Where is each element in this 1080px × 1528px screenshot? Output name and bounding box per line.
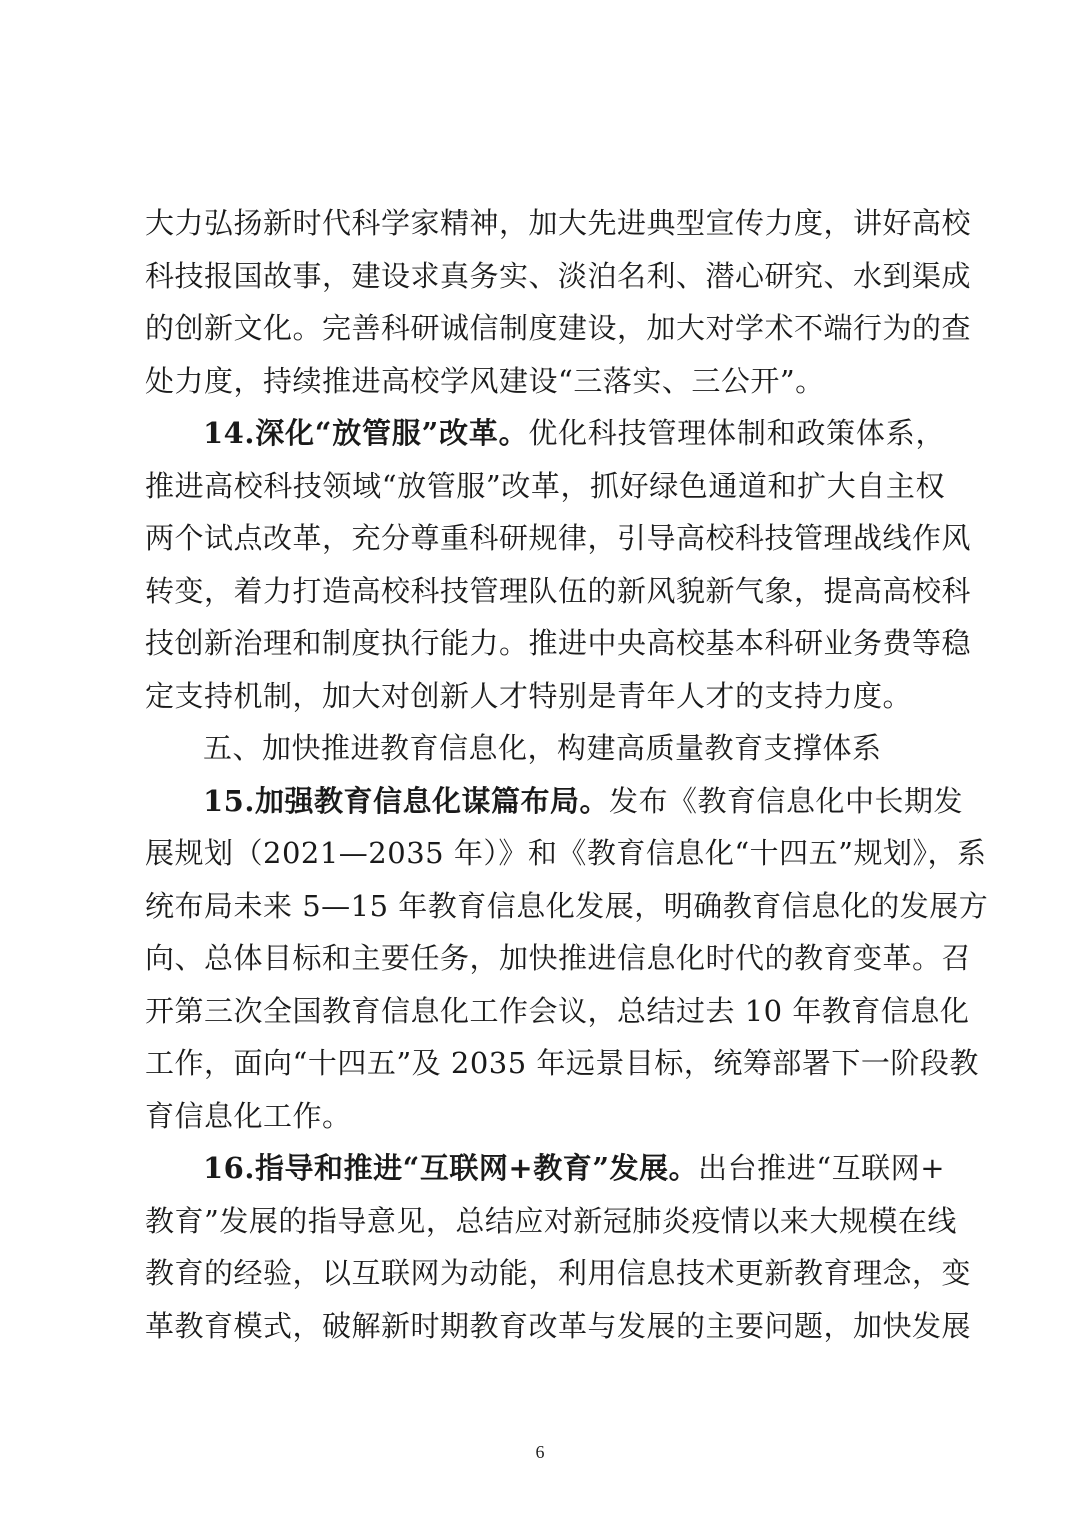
section-15-line-7 xyxy=(145,1090,945,1143)
section-14-line-4 xyxy=(145,565,972,618)
section-15-line-4 xyxy=(145,932,972,985)
section-16-title: 16.指导和推进“互联网+教育”发展。 xyxy=(203,1151,699,1185)
section-15-line-6 xyxy=(145,1037,979,1090)
line-text: 开第三次全国教育信息化工作会议，总结过去 10 年教育信息化 xyxy=(145,993,970,1028)
line-text: 统布局未来 5—15 年教育信息化发展，明确教育信息化的发展方 xyxy=(145,888,989,923)
line-text: 出台推进“互联网+ xyxy=(698,1151,945,1185)
section-15-line-5 xyxy=(145,985,970,1038)
line-text: 工作，面向“十四五”及 2035 年远景目标，统筹部署下一阶段教 xyxy=(145,1046,979,1080)
section-16-line-4 xyxy=(145,1300,972,1353)
line-text: 定支持机制，加大对创新人才特别是青年人才的支持力度。 xyxy=(145,678,913,713)
section-14-line-6 xyxy=(145,670,945,723)
section-16-line-2 xyxy=(145,1195,957,1248)
section-15-line-2 xyxy=(145,827,987,880)
body-text xyxy=(145,197,989,1352)
chapter-heading xyxy=(145,722,945,775)
paragraph-line-2 xyxy=(145,250,972,303)
line-text: 发布《教育信息化中长期发 xyxy=(608,783,963,818)
line-text: 展规划（2021—2035 年）》和《教育信息化“十四五”规划》，系 xyxy=(145,836,987,870)
section-15-title: 15.加强教育信息化谋篇布局。 xyxy=(203,783,609,818)
section-16-line-1 xyxy=(145,1142,945,1195)
line-text: 推进高校科技领域“放管服”改革，抓好绿色通道和扩大自主权 xyxy=(145,468,945,503)
line-text: 大力弘扬新时代科学家精神，加大先进典型宣传力度，讲好高校 xyxy=(145,206,972,240)
paragraph-line-1 xyxy=(145,197,972,250)
line-text: 的创新文化。完善科研诚信制度建设，加大对学术不端行为的查 xyxy=(145,311,972,345)
section-14-line-5 xyxy=(145,617,972,670)
paragraph-line-4 xyxy=(145,355,945,408)
section-16-line-3 xyxy=(145,1247,972,1300)
paragraph-line-3 xyxy=(145,302,972,355)
page-number: 6 xyxy=(535,1442,545,1462)
section-15-line-3 xyxy=(145,880,989,933)
line-text: 转变，着力打造高校科技管理队伍的新风貌新气象，提高高校科 xyxy=(145,573,972,608)
section-14-line-2 xyxy=(145,460,945,513)
line-text: 科技报国故事，建设求真务实、淡泊名利、潜心研究、水到渠成 xyxy=(145,258,972,293)
line-text: 革教育模式，破解新时期教育改革与发展的主要问题，加快发展 xyxy=(145,1308,972,1343)
line-text: 技创新治理和制度执行能力。推进中央高校基本科研业务费等稳 xyxy=(145,626,972,660)
chapter-heading-text: 五、加快推进教育信息化，构建高质量教育支撑体系 xyxy=(203,731,882,765)
line-text: 处力度，持续推进高校学风建设“三落实、三公开”。 xyxy=(145,363,825,398)
line-text: 两个试点改革，充分尊重科研规律，引导高校科技管理战线作风 xyxy=(145,521,972,555)
section-14-title: 14.深化“放管服”改革。 xyxy=(203,416,529,450)
line-text: 育信息化工作。 xyxy=(145,1098,352,1133)
line-text: 优化科技管理体制和政策体系， xyxy=(528,416,945,450)
line-text: 向、总体目标和主要任务，加快推进信息化时代的教育变革。召 xyxy=(145,941,972,975)
line-text: 教育的经验，以互联网为动能，利用信息技术更新教育理念，变 xyxy=(145,1256,972,1290)
line-text: 教育”发展的指导意见，总结应对新冠肺炎疫情以来大规模在线 xyxy=(145,1203,957,1238)
section-15-line-1 xyxy=(145,775,963,828)
section-14-line-1 xyxy=(145,407,945,460)
section-14-line-3 xyxy=(145,512,972,565)
